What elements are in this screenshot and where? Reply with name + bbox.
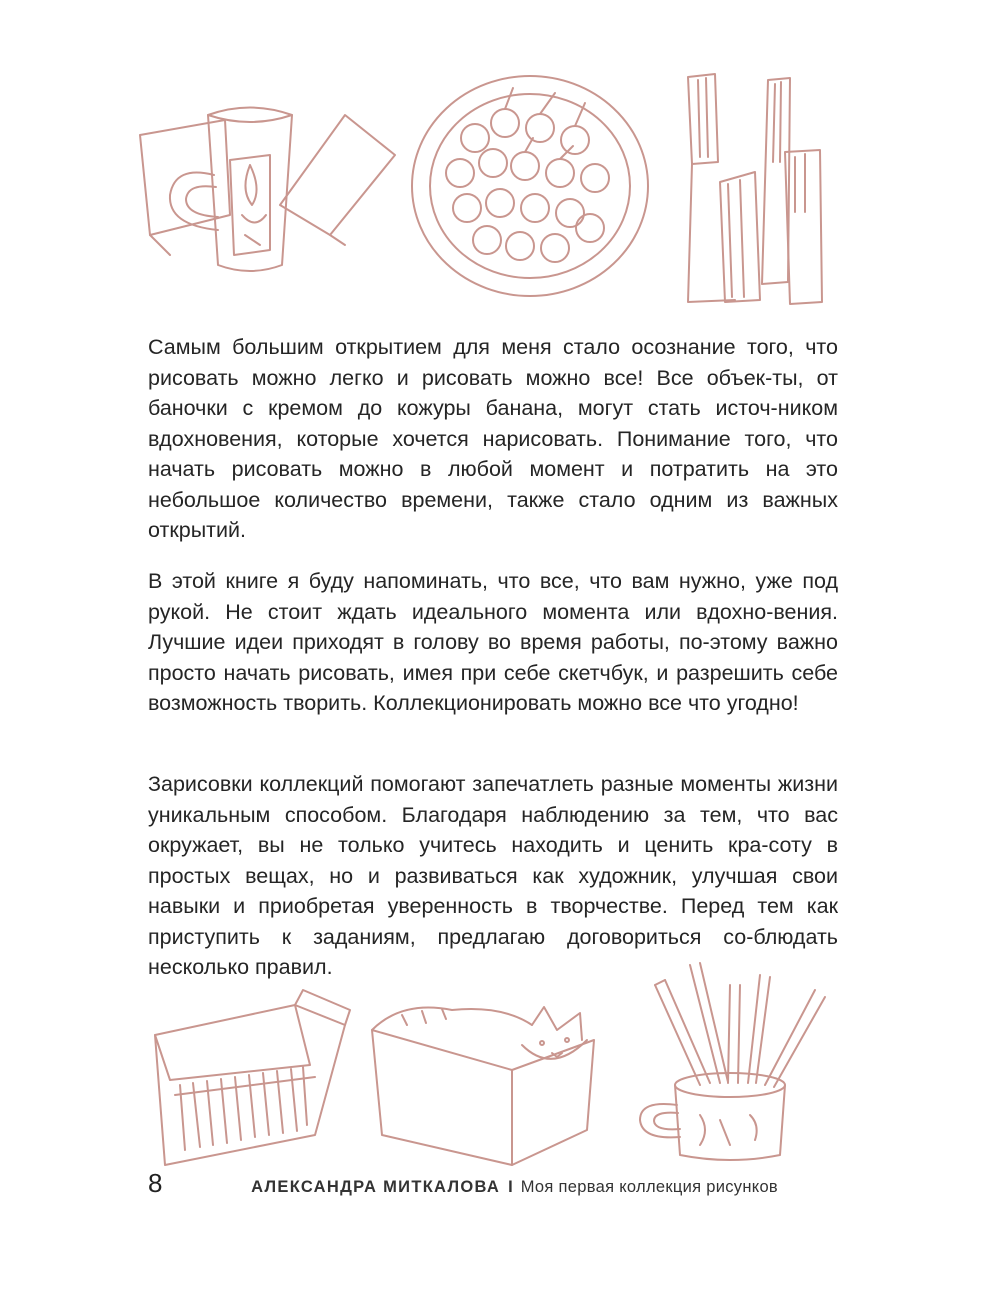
footer-separator: I xyxy=(508,1178,513,1196)
running-footer xyxy=(251,1178,778,1197)
cup-with-pens-drawing xyxy=(620,955,830,1165)
page-footer xyxy=(148,1168,838,1204)
book-title: Моя первая коллекция рисунков xyxy=(520,1178,778,1196)
paragraph-3: Зарисовки коллекций помогают запечатлеть разные моменты жизни уникальным способом. Благодаря наблюдению за тем, что вас окружает, вы не только учитесь находить и ценить кра-соту в простых вещах, но и развиваться как художник, улучшая свои навыки и приобретая уверенность в творчестве. Перед тем как приступить к заданиям, предлагаю договориться со-блюдать несколько правил. xyxy=(148,772,838,979)
paragraph-1: Самым большим открытием для меня стало осознание того, что рисовать можно легко и рисовать можно все! Все объек-ты, от баночки с кремом до кожуры банана, могут стать источ-ником вдохновения, которые хочется нарисовать. Понимание того, что начать рисовать можно в любой момент и потратить на это небольшое количество времени, также стало одним из важных открытий. xyxy=(148,335,838,542)
cat-in-box-drawing xyxy=(362,985,607,1170)
page-number: 8 xyxy=(148,1168,163,1198)
paragraph-2: В этой книге я буду напоминать, что все, что вам нужно, уже под рукой. Не стоит ждать идеального момента или вдохно-вения. Лучшие идеи приходят в голову во время работы, по-этому важно просто начать рисовать, имея при себе скетчбук, и разрешить себе возможность творить. Коллекционировать можно все что угодно! xyxy=(148,569,838,715)
box-of-markers-drawing xyxy=(145,985,355,1170)
cherry-pie-drawing xyxy=(405,68,655,303)
mug-and-notebook-drawing xyxy=(130,95,400,280)
standing-books-drawing xyxy=(680,72,830,308)
author-name: АЛЕКСАНДРА МИТКАЛОВА xyxy=(251,1178,501,1196)
